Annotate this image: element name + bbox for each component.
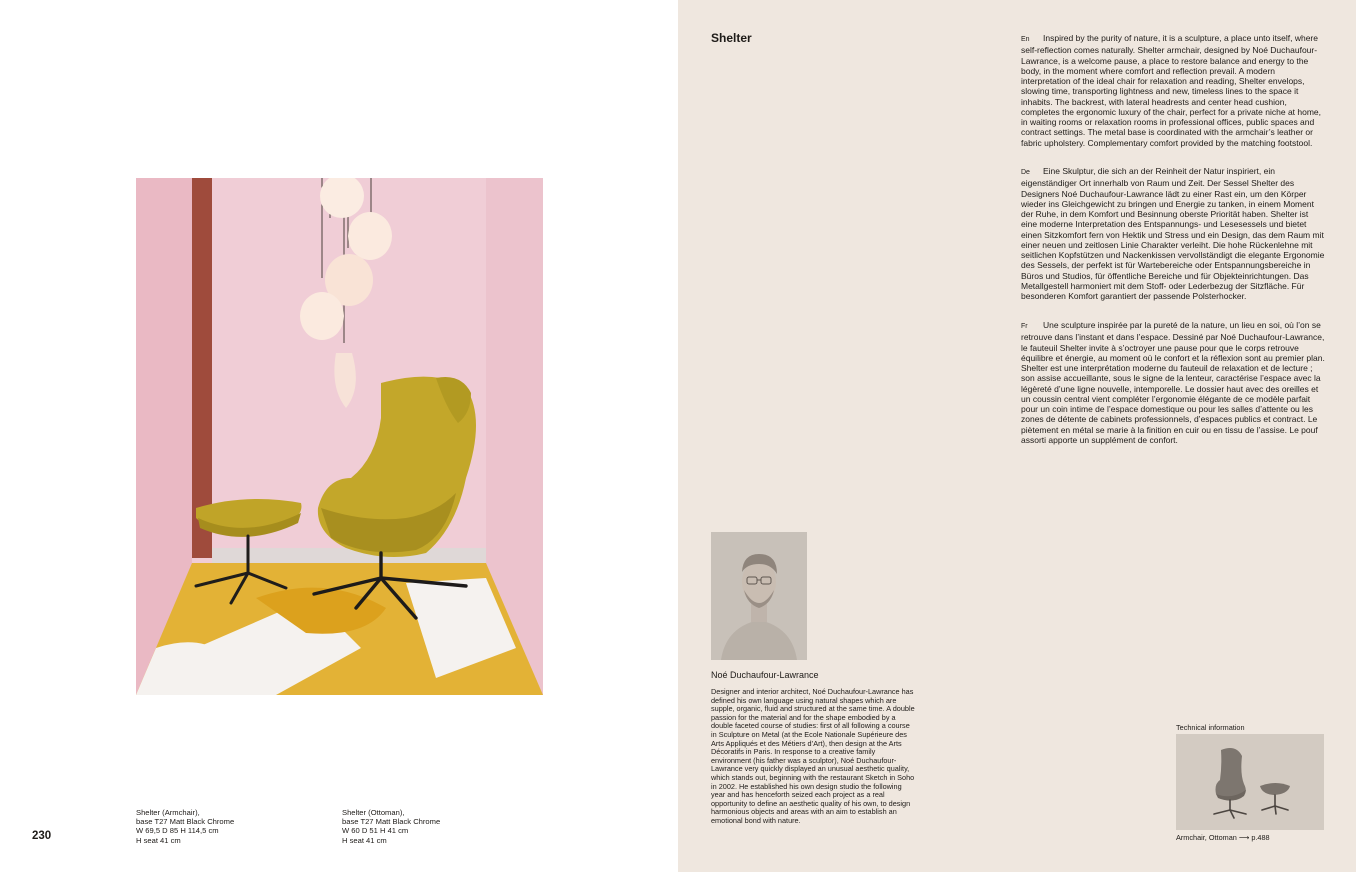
designer-portrait xyxy=(711,532,807,660)
caption-line: base T27 Matt Black Chrome xyxy=(136,817,235,827)
description-fr xyxy=(1021,320,1326,445)
technical-information-heading: Technical information xyxy=(1176,723,1245,732)
description-de xyxy=(1021,166,1326,301)
caption-line: Shelter (Armchair), xyxy=(136,808,200,817)
shelter-product-photo xyxy=(136,178,543,695)
designer-bio: Designer and interior architect, Noé Duchaufour-Lawrance has defined his own language using natural shapes which are supple, organic, fluid and structured at the same time. A double passion for the material and for the shape embodied by a double faceted course of studies: first of all following a course in Sculpture on Metal (at the Ecole Nationale Supérieure des Arts Appliqués et des Métiers d’Art), then design at the Arts Décoratifs in Paris. In response to a creative family environment (his father was a sculptor), Noé Duchaufour-Lawrance very quickly displayed an unusual aesthetic quality, which stands out, beginning with the restaurant Sketch in Soho in 2002. He established his own design studio the following year and has henceforth seized each project as a real opportunity to define an aesthetic quality of his own, to design harmonious objects and areas with an aim to establish an emotional bond with nature. xyxy=(711,687,915,825)
language-tag-de: De xyxy=(1021,169,1030,176)
caption-line: base T27 Matt Black Chrome xyxy=(342,817,441,827)
page-number: 230 xyxy=(32,830,52,842)
designer-name: Noé Duchaufour-Lawrance xyxy=(711,670,819,680)
page-title: Shelter xyxy=(711,31,752,45)
armchair-caption xyxy=(136,808,306,845)
description-text-en: Inspired by the purity of nature, it is a sculpture, a place unto itself, where self-reflection comes naturally. Shelter armchair, designed by Noé Duchaufour-Lawrance, is a welcome pause, a place to restore balance and energy to the body, in the moment where comfort and reflection prevail. A modern interpretation of the ideal chair for relaxation and reading, Shelter envelops, slowing time, transporting lightness and new, timeless lines to the space it inhabits. The backrest, with lateral headrests and center head cushion, completes the ergonomic luxury of the chair, perfect for a private niche at home, in waiting rooms or relaxation rooms in professional offices, public spaces and contract settings. The metal base is coordinated with the armchair’s leather or fabric upholstery. Complementary comfort provided by the matching footstool. xyxy=(1021,33,1322,148)
caption-line: W 69,5 D 85 H 114,5 cm xyxy=(136,826,219,836)
ottoman-caption xyxy=(342,808,512,845)
caption-line: Shelter (Ottoman), xyxy=(342,808,405,817)
caption-line: H seat 41 cm xyxy=(342,835,387,845)
description-en xyxy=(1021,33,1326,148)
technical-caption: Armchair, Ottoman ⟶ p.488 xyxy=(1176,833,1270,842)
technical-drawing-image xyxy=(1176,734,1324,830)
caption-line: H seat 41 cm xyxy=(136,835,181,845)
language-tag-en: En xyxy=(1021,36,1030,43)
caption-line: W 60 D 51 H 41 cm xyxy=(342,826,409,836)
description-text-fr: Une sculpture inspirée par la pureté de la nature, un lieu en soi, où l’on se retrouve dans l’instant et dans l’espace. Dessiné par Noé Duchaufour-Lawrance, le fauteuil Shelter invite à s’octroyer une pause pour que le corps retrouve équilibre et énergie, au moment où le confort et la réflexion sont au premier plan. Shelter est une interprétation moderne du fauteuil de relaxation et de lecture ; son assise accueillante, sous le signe de la lenteur, caractérise l’espace avec la légèreté d’une ligne nouvelle, intemporelle. Le dossier haut avec des oreilles et un coussin central vient compléter l’ergonomie élégante de ce modèle parfait pour un coin intime de l’espace domestique ou pour les salles d’attente ou les zones de détente de cabinets professionnels, d’espaces publics et contract. Le piètement en métal se marie à la finition en cuir ou en tissu de l’assise. Le pouf assorti apporte un supplément de confort. xyxy=(1021,320,1325,445)
description-text-de: Eine Skulptur, die sich an der Reinheit der Natur inspiriert, ein eigenständiger Ort innerhalb von Raum und Zeit. Der Sessel Shelter des Designers Noé Duchaufour-Lawrance lädt zu einer Rast ein, um den Körper wieder ins Gleichgewicht zu bringen und Energie zu tanken, in einem Moment der Ruhe, in dem Komfort und Besinnung oberste Priorität haben. Shelter ist eine moderne Interpretation des Entspannungs- und Lesesessels und bietet einen Sitzkomfort fern von Hektik und Stress und ein Design, das dem Raum mit einer neuen und zeitlosen Linie Charakter verleiht. Die hohe Rückenlehne mit seitlichen Kopfstützen und Nackenkissen vervollständigt die elegante Ergonomie des Sessels, der perfekt ist für Wartebereiche oder Entspannungsbereiche in Büros und Studios, für öffentliche Bereiche und für Objekteinrichtungen. Das Metallgestell harmoniert mit dem Stoff- oder Lederbezug der Sitzfläche. Für besonderen Komfort garantiert der passende Polsterhocker. xyxy=(1021,166,1325,301)
language-tag-fr: Fr xyxy=(1021,323,1028,330)
